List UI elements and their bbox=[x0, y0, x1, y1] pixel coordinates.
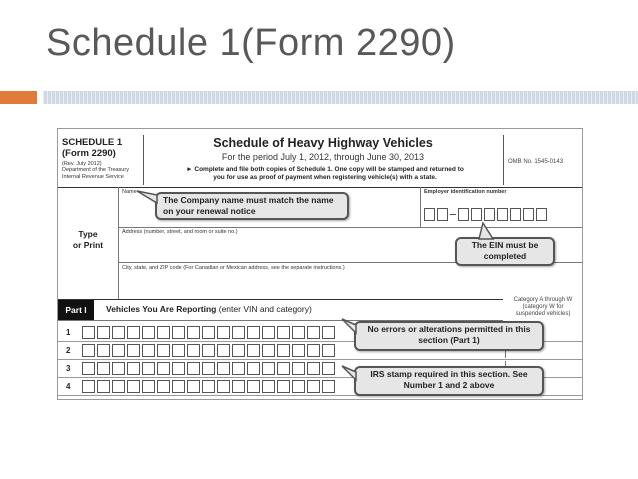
type-or-print-label bbox=[58, 229, 118, 251]
row-number: 2 bbox=[66, 346, 71, 355]
callout-ein-text: The EIN must be completed bbox=[471, 240, 539, 261]
vin-char-box[interactable] bbox=[217, 380, 230, 393]
vin-char-box[interactable] bbox=[232, 362, 245, 375]
schedule-label: SCHEDULE 1 bbox=[62, 137, 123, 148]
form-number: (Form 2290) bbox=[62, 148, 116, 159]
vin-char-box[interactable] bbox=[172, 326, 185, 339]
callout-ein bbox=[455, 237, 555, 266]
vin-char-box[interactable] bbox=[217, 362, 230, 375]
ein-label: Employer identification number bbox=[424, 189, 507, 195]
ein-digit-box[interactable] bbox=[424, 208, 435, 221]
form-note bbox=[148, 166, 502, 182]
accent-bar-blue bbox=[43, 91, 638, 104]
vin-char-box[interactable] bbox=[127, 326, 140, 339]
vin-char-box[interactable] bbox=[82, 380, 95, 393]
schedule-title bbox=[62, 137, 122, 159]
vin-char-box[interactable] bbox=[307, 326, 320, 339]
ein-digit-box[interactable] bbox=[523, 208, 534, 221]
row-number: 3 bbox=[66, 364, 71, 373]
callout-irs-stamp bbox=[354, 366, 544, 396]
or-print-label: or Print bbox=[72, 240, 104, 250]
category-line3: suspended vehicles) bbox=[515, 311, 571, 317]
vin-char-box[interactable] bbox=[202, 380, 215, 393]
vin-char-box[interactable] bbox=[232, 326, 245, 339]
vin-char-box[interactable] bbox=[112, 380, 125, 393]
part-one-header bbox=[58, 299, 503, 321]
vin-char-box[interactable] bbox=[157, 380, 170, 393]
vin-char-box[interactable] bbox=[262, 380, 275, 393]
form-main-title: Schedule of Heavy Highway Vehicles bbox=[213, 136, 433, 150]
vin-char-box[interactable] bbox=[157, 344, 170, 357]
part-title-text: Vehicles You Are Reporting bbox=[106, 304, 217, 314]
callout-company-name-text: The Company name must match the name on your renewal notice bbox=[163, 195, 334, 216]
ein-input-boxes[interactable] bbox=[424, 208, 549, 221]
vin-boxes[interactable] bbox=[82, 362, 337, 375]
vin-boxes[interactable] bbox=[82, 344, 337, 357]
vin-char-box[interactable] bbox=[322, 362, 335, 375]
ein-dash bbox=[450, 214, 456, 216]
vin-char-box[interactable] bbox=[142, 380, 155, 393]
vin-char-box[interactable] bbox=[172, 344, 185, 357]
vin-char-box[interactable] bbox=[292, 326, 305, 339]
vin-char-box[interactable] bbox=[172, 362, 185, 375]
vin-char-box[interactable] bbox=[247, 344, 260, 357]
accent-bar-orange bbox=[0, 91, 37, 104]
vin-char-box[interactable] bbox=[307, 344, 320, 357]
name-address-divider bbox=[118, 227, 582, 228]
callout-pointer bbox=[342, 366, 356, 380]
vin-char-box[interactable] bbox=[187, 344, 200, 357]
row-number: 1 bbox=[66, 328, 71, 337]
ein-digit-box[interactable] bbox=[536, 208, 547, 221]
vin-char-box[interactable] bbox=[202, 362, 215, 375]
vin-char-box[interactable] bbox=[262, 326, 275, 339]
schedule-subinfo bbox=[62, 161, 129, 180]
vin-char-box[interactable] bbox=[172, 380, 185, 393]
category-line2: (category W for bbox=[522, 304, 564, 310]
vin-char-box[interactable] bbox=[232, 344, 245, 357]
vin-char-box[interactable] bbox=[112, 344, 125, 357]
vin-char-box[interactable] bbox=[82, 362, 95, 375]
category-note bbox=[506, 297, 580, 318]
form-period: For the period July 1, 2012, through June 30, 2013 bbox=[221, 152, 425, 162]
callout-pointer bbox=[137, 191, 157, 203]
department-line1: Department of the Treasury bbox=[62, 167, 129, 174]
vin-char-box[interactable] bbox=[157, 362, 170, 375]
vin-char-box[interactable] bbox=[292, 344, 305, 357]
revision-date: (Rev. July 2012) bbox=[62, 161, 102, 167]
vin-char-box[interactable] bbox=[322, 344, 335, 357]
vin-char-box[interactable] bbox=[142, 362, 155, 375]
callout-pointer bbox=[479, 223, 493, 239]
vin-char-box[interactable] bbox=[97, 362, 110, 375]
vin-char-box[interactable] bbox=[247, 362, 260, 375]
vin-boxes[interactable] bbox=[82, 380, 337, 393]
vin-char-box[interactable] bbox=[157, 326, 170, 339]
vin-char-box[interactable] bbox=[247, 380, 260, 393]
vin-char-box[interactable] bbox=[112, 326, 125, 339]
department-line2: Internal Revenue Service bbox=[62, 173, 124, 180]
name-label: Name bbox=[122, 189, 137, 195]
vin-char-box[interactable] bbox=[307, 362, 320, 375]
vin-char-box[interactable] bbox=[97, 344, 110, 357]
callout-pointer bbox=[342, 319, 356, 333]
vin-char-box[interactable] bbox=[127, 344, 140, 357]
city-label: City, state, and ZIP code (For Canadian or Mexican address, see the separate instructions.) bbox=[122, 265, 345, 271]
vin-char-box[interactable] bbox=[277, 380, 290, 393]
vin-char-box[interactable] bbox=[262, 362, 275, 375]
vin-char-box[interactable] bbox=[217, 344, 230, 357]
vin-char-box[interactable] bbox=[217, 326, 230, 339]
callout-irs-stamp-text: IRS stamp required in this section. See Number 1 and 2 above bbox=[370, 369, 528, 390]
part-one-label: Part I bbox=[58, 300, 94, 320]
vin-char-box[interactable] bbox=[82, 326, 95, 339]
part-hint-text: (enter VIN and category) bbox=[218, 304, 312, 314]
header-divider-right bbox=[503, 135, 504, 185]
vin-char-box[interactable] bbox=[277, 344, 290, 357]
row-number: 4 bbox=[66, 382, 71, 391]
note-line2: you for use as proof of payment when registering vehicle(s) with a state. bbox=[213, 174, 437, 181]
vin-char-box[interactable] bbox=[187, 326, 200, 339]
vin-boxes[interactable] bbox=[82, 326, 337, 339]
ein-digit-box[interactable] bbox=[471, 208, 482, 221]
vin-char-box[interactable] bbox=[202, 344, 215, 357]
form-image bbox=[57, 128, 583, 400]
type-label: Type bbox=[78, 229, 98, 239]
vin-char-box[interactable] bbox=[187, 362, 200, 375]
slide-title: Schedule 1(Form 2290) bbox=[46, 22, 456, 64]
vin-char-box[interactable] bbox=[292, 380, 305, 393]
omb-number: OMB No. 1545-0143 bbox=[508, 159, 564, 165]
callout-company-name bbox=[155, 192, 349, 220]
type-or-print-column bbox=[58, 187, 119, 299]
address-label: Address (number, street, and room or suite no.) bbox=[122, 229, 238, 235]
vin-char-box[interactable] bbox=[322, 380, 335, 393]
vin-char-box[interactable] bbox=[292, 362, 305, 375]
vin-char-box[interactable] bbox=[232, 380, 245, 393]
category-line1: Category A through W bbox=[513, 297, 573, 303]
ein-digit-box[interactable] bbox=[458, 208, 469, 221]
vin-char-box[interactable] bbox=[142, 344, 155, 357]
vin-char-box[interactable] bbox=[97, 326, 110, 339]
note-line1: ► Complete and file both copies of Schedule 1. One copy will be stamped and returned to bbox=[186, 166, 464, 173]
ein-digit-box[interactable] bbox=[437, 208, 448, 221]
vin-char-box[interactable] bbox=[277, 326, 290, 339]
vin-char-box[interactable] bbox=[277, 362, 290, 375]
vin-char-box[interactable] bbox=[187, 380, 200, 393]
vin-char-box[interactable] bbox=[112, 362, 125, 375]
callout-no-errors bbox=[354, 321, 544, 351]
ein-digit-box[interactable] bbox=[484, 208, 495, 221]
vin-char-box[interactable] bbox=[262, 344, 275, 357]
vin-char-box[interactable] bbox=[127, 380, 140, 393]
callout-no-errors-text: No errors or alterations permitted in this section (Part 1) bbox=[367, 324, 531, 345]
vin-char-box[interactable] bbox=[247, 326, 260, 339]
part-one-title bbox=[106, 304, 312, 314]
vin-char-box[interactable] bbox=[82, 344, 95, 357]
vin-char-box[interactable] bbox=[322, 326, 335, 339]
ein-digit-box[interactable] bbox=[497, 208, 508, 221]
vin-char-box[interactable] bbox=[97, 380, 110, 393]
vin-char-box[interactable] bbox=[307, 380, 320, 393]
vin-char-box[interactable] bbox=[127, 362, 140, 375]
ein-digit-box[interactable] bbox=[510, 208, 521, 221]
ein-divider bbox=[420, 187, 421, 227]
form-header bbox=[58, 129, 582, 188]
vin-char-box[interactable] bbox=[142, 326, 155, 339]
vin-char-box[interactable] bbox=[202, 326, 215, 339]
